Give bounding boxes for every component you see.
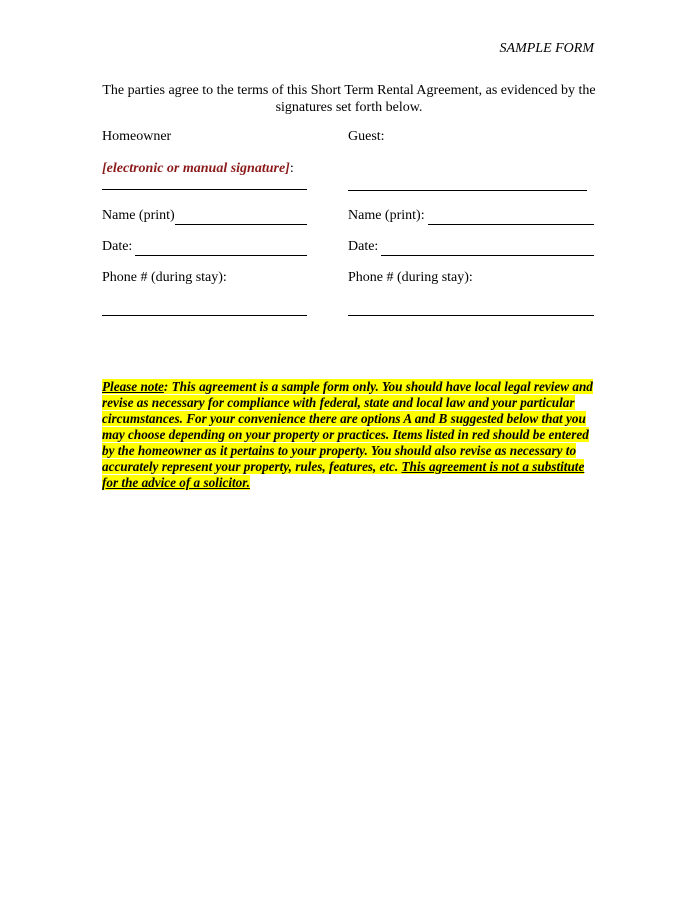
homeowner-signature-label [102,160,294,178]
note-closing: This agreement is not a substitute for the advice of a solicitor. [102,459,585,490]
homeowner-name-field[interactable] [102,207,307,225]
homeowner-date-blank[interactable] [135,241,307,256]
sample-form-label: SAMPLE FORM [499,41,594,56]
guest-date-label: Date: [348,239,379,254]
guest-signature-line[interactable] [348,190,587,191]
homeowner-signature-line[interactable] [102,189,307,190]
guest-phone-line[interactable] [348,315,594,316]
note-lead: Please note [102,379,164,394]
guest-date-blank[interactable] [381,241,594,256]
homeowner-name-blank[interactable] [175,210,307,225]
note-body: This agreement is a sample form only. You should have local legal review and revise as necessary for compliance with federal, state and local law and your particular circumstances. For your convenience there are options A and B suggested below that you may choose depending on your property or practices. Items listed in red should be entered by the homeowner as it pertains to your property. You should also revise as necessary to accurately represent your property, rules, features, etc. [102,379,593,474]
homeowner-phone-line[interactable] [102,315,307,316]
note-colon: : [163,379,169,394]
guest-heading: Guest: [348,129,385,144]
homeowner-date-label: Date: [102,239,133,254]
guest-phone-label: Phone # (during stay): [348,270,473,285]
homeowner-date-field[interactable] [102,238,307,256]
signature-colon: : [289,161,294,176]
guest-name-blank[interactable] [428,210,594,225]
intro-paragraph: The parties agree to the terms of this Short Term Rental Agreement, as evidenced by the signatures set forth below. [102,83,596,115]
disclaimer-note [102,379,596,491]
signature-note: [electronic or manual signature] [102,161,290,176]
guest-name-label: Name (print): [348,208,425,223]
guest-name-field[interactable] [348,207,594,225]
note-highlight [102,379,593,490]
homeowner-name-label: Name (print) [102,208,175,223]
homeowner-heading: Homeowner [102,129,172,144]
guest-date-field[interactable] [348,238,594,256]
homeowner-phone-label: Phone # (during stay): [102,270,227,285]
